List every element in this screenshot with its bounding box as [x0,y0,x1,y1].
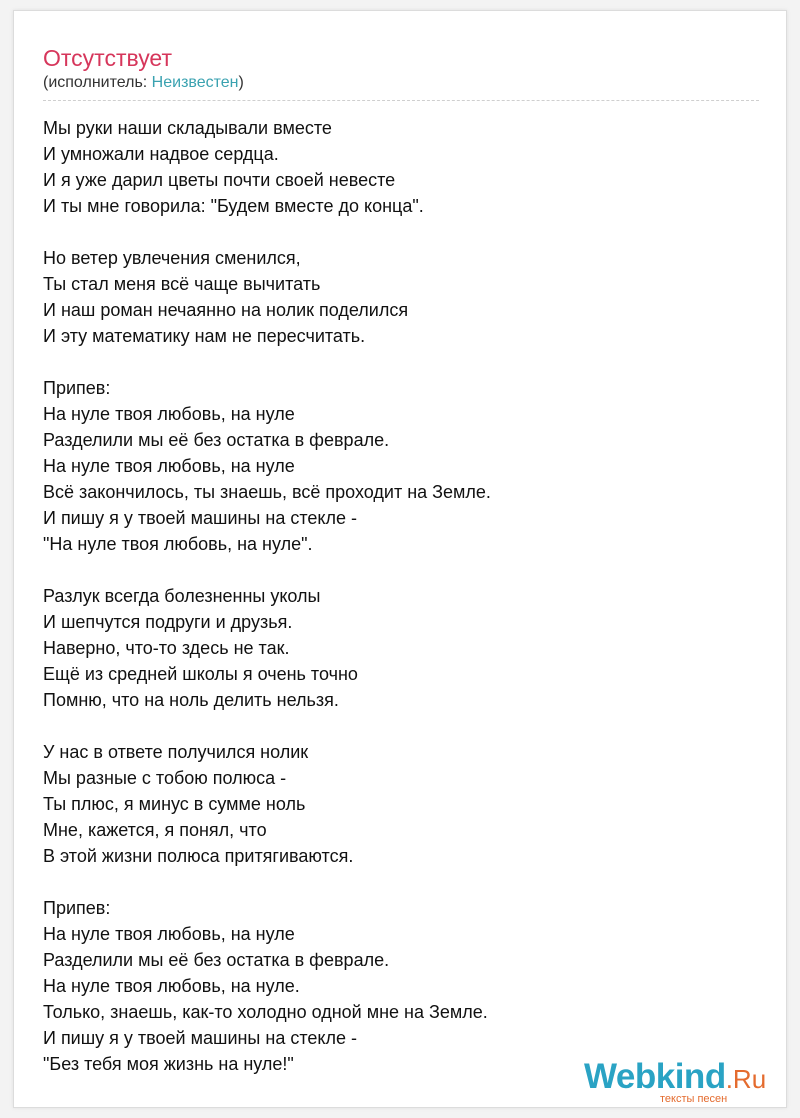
lyric-line: И эту математику нам не пересчитать. [43,326,366,346]
lyric-line: И пишу я у твоей машины на стекле - [43,508,357,528]
lyric-line: Наверно, что-то здесь не так. [43,638,290,658]
lyric-line: И ты мне говорила: "Будем вместе до конца". [43,196,424,216]
lyric-line: Всё закончилось, ты знаешь, всё проходит на Земле. [43,482,491,502]
lyric-line: Но ветер увлечения сменился, [43,248,301,268]
logo-tagline: тексты песен [660,1093,728,1105]
stanza-break [43,713,763,739]
lyric-line: На нуле твоя любовь, на нуле. [43,976,300,996]
logo-tld-text: .Ru [725,1064,767,1094]
lyric-line: Разлук всегда болезненны уколы [43,586,321,606]
stanza-break [43,869,763,895]
lyric-line: "Без тебя моя жизнь на нуле!" [43,1054,294,1074]
logo-main-text: Webkind [584,1057,726,1096]
artist-line [43,73,244,93]
lyric-line: В этой жизни полюса притягиваются. [43,846,354,866]
lyric-line: Припев: [43,378,111,398]
lyric-line: "На нуле твоя любовь, на нуле". [43,534,313,554]
lyric-line: Разделили мы её без остатка в феврале. [43,950,390,970]
lyric-line: На нуле твоя любовь, на нуле [43,404,295,424]
lyric-line: Помню, что на ноль делить нельзя. [43,690,339,710]
artist-link[interactable]: Неизвестен [151,74,239,91]
lyric-line: На нуле твоя любовь, на нуле [43,924,295,944]
site-logo[interactable] [584,1057,774,1105]
song-title: Отсутствует [43,45,172,71]
title-divider [43,100,759,101]
artist-prefix: (исполнитель: [43,74,152,91]
lyric-line: И пишу я у твоей машины на стекле - [43,1028,357,1048]
lyrics-page [13,10,787,1108]
lyric-line: И умножали надвое сердца. [43,144,279,164]
lyric-line: И наш роман нечаянно на нолик поделился [43,300,409,320]
stanza-break [43,219,763,245]
stanza-break [43,557,763,583]
lyric-line: Мы руки наши складывали вместе [43,118,332,138]
lyric-line: Припев: [43,898,111,918]
lyric-line: Ты плюс, я минус в сумме ноль [43,794,306,814]
lyric-line: Разделили мы её без остатка в феврале. [43,430,390,450]
lyric-line: Мне, кажется, я понял, что [43,820,267,840]
artist-suffix: ) [238,74,244,91]
lyrics-text [43,115,763,1077]
lyric-line: И шепчутся подруги и друзья. [43,612,293,632]
lyric-line: Ты стал меня всё чаще вычитать [43,274,321,294]
stanza-break [43,349,763,375]
lyric-line: На нуле твоя любовь, на нуле [43,456,295,476]
lyric-line: У нас в ответе получился нолик [43,742,309,762]
lyric-line: Мы разные с тобою полюса - [43,768,287,788]
lyric-line: И я уже дарил цветы почти своей невесте [43,170,396,190]
lyric-line: Ещё из средней школы я очень точно [43,664,358,684]
lyric-line: Только, знаешь, как-то холодно одной мне на Земле. [43,1002,488,1022]
